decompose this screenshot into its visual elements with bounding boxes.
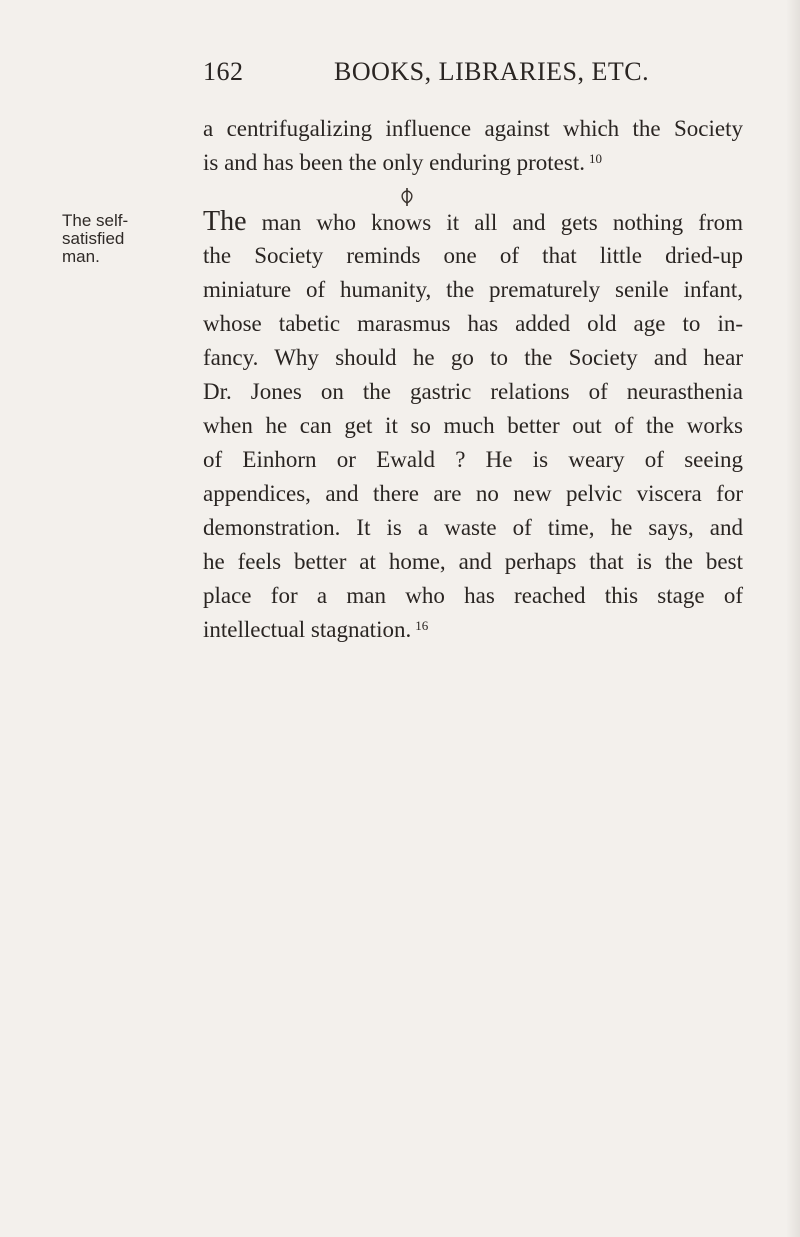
- paragraph2-line-8: of Einhorn or Ewald ? He is weary of seeing: [203, 447, 743, 472]
- paragraph2-line-12: place for a man who has reached this stage of: [203, 583, 743, 608]
- sidenote-line-3: man.: [62, 247, 100, 266]
- paragraph2-line-13: [203, 613, 743, 647]
- page-number: 162: [203, 57, 244, 86]
- footnote-marker-10: 10: [588, 151, 602, 166]
- footnote-marker-16: 16: [415, 618, 429, 633]
- paragraph2-line-1-text: man who knows it all and gets nothing from: [246, 210, 743, 235]
- paragraph2-line-4: whose tabetic marasmus has added old age to in-: [203, 311, 743, 336]
- paragraph2-line-11: he feels better at home, and perhaps that is the best: [203, 549, 743, 574]
- paragraph2-line-1: [203, 205, 743, 239]
- paragraph1-line-2: [203, 146, 743, 180]
- paragraph2-line-10: demonstration. It is a waste of time, he says, and: [203, 515, 743, 540]
- paragraph1-line-1: a centrifugalizing influence against which the Society: [203, 116, 743, 141]
- running-head-title: BOOKS, LIBRARIES, ETC.: [334, 57, 650, 86]
- paragraph2-line-5: fancy. Why should he go to the Society and hear: [203, 345, 743, 370]
- sidenote: [62, 212, 172, 266]
- paragraph2-first-word: The: [203, 206, 247, 237]
- paragraph2-line-2: the Society reminds one of that little dried-up: [203, 243, 743, 268]
- paragraph1-line-2-text: is and has been the only enduring protest.: [203, 150, 585, 175]
- sidenote-line-2: satisfied: [62, 229, 125, 248]
- page-edge-shadow: [786, 0, 800, 1237]
- paragraph2-line-3: miniature of humanity, the prematurely senile infant,: [203, 277, 743, 302]
- paragraph2-line-9: appendices, and there are no new pelvic viscera for: [203, 481, 743, 506]
- paragraph2-line-6: Dr. Jones on the gastric relations of neurasthenia: [203, 379, 743, 404]
- paragraph2-line-13-text: intellectual stagnation.: [203, 617, 412, 642]
- paragraph2-line-7: when he can get it so much better out of the works: [203, 413, 743, 438]
- sidenote-line-1: The self-: [62, 211, 129, 230]
- running-head: [203, 57, 743, 93]
